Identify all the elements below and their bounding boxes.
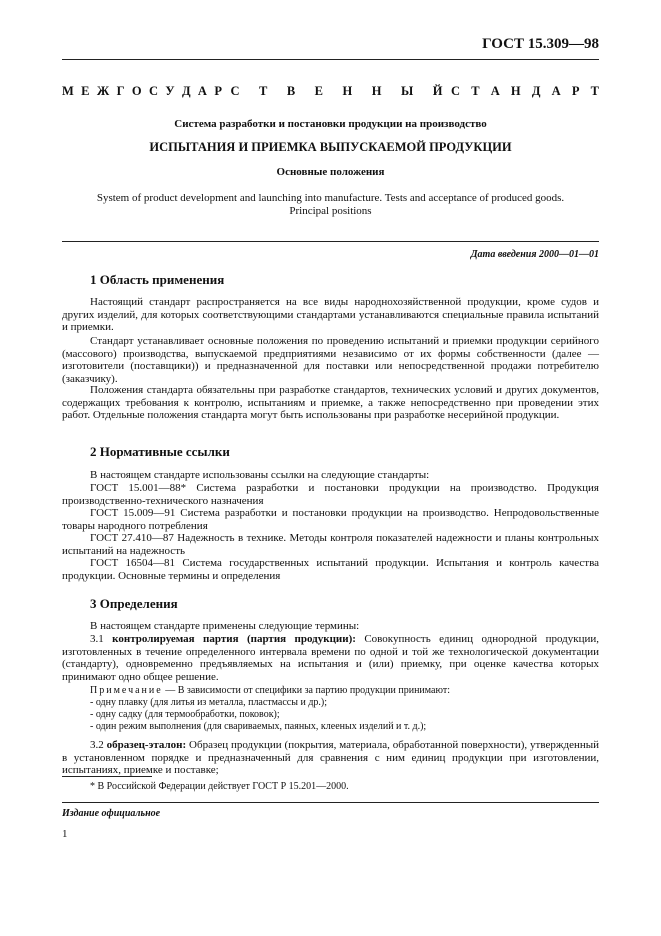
english-title-line-1: System of product development and launching into manufacture. Tests and acceptance of produced goods.: [96, 192, 565, 204]
english-title: [62, 192, 599, 218]
definition-3-2: 3.2 образец-эталон: Образец продукции (покрытия, материала, обработанной поверхности), утвержденный в установленном порядке и предназначенный для сравнения с ним единиц продукции при изготовлении, испытаниях, приемке и поставке;: [62, 739, 600, 777]
section-1-paragraph-2: Стандарт устанавливает основные положения по проведению испытаний и приемки продукции серийного (массового) производства, выпускаемой предприятиями независимо от их формы собственности (далее — изготовители (поставщики)) и предназначенной для поставки или непосредственной продажи потребителю (заказчику).: [62, 335, 599, 385]
official-edition-label: Издание официальное: [62, 808, 161, 819]
note-label: Примечание: [90, 685, 163, 696]
definition-term: контролируемая партия (партия продукции):: [112, 633, 356, 645]
footer-rule: [62, 802, 599, 803]
standard-title: ИСПЫТАНИЯ И ПРИЕМКА ВЫПУСКАЕМОЙ ПРОДУКЦИИ: [149, 140, 512, 154]
note-list-item: - одну плавку (для литья из металла, пластмассы и др.);: [90, 697, 328, 708]
definition-term: образец-эталон:: [106, 739, 187, 751]
section-2-intro: В настоящем стандарте использованы ссылки на следующие стандарты:: [90, 469, 430, 481]
page-number: 1: [62, 828, 68, 840]
reference-item: ГОСТ 16504—81 Система государственных испытаний продукции. Испытания и контроль качества продукции. Основные термины и определения: [62, 557, 599, 582]
section-3-heading: 3 Определения: [90, 596, 178, 611]
section-1-paragraph-3: Положения стандарта обязательны при разработке стандартов, технических условий и других документов, содержащих требования к контролю, испытаниям и приемке, а также непосредственно при проведении этих работ. Отдельные положения стандарта могут быть использованы при разработке несерийной продукции.: [62, 384, 599, 422]
header-rule: [62, 59, 599, 60]
section-3-intro: В настоящем стандарте применены следующие термины:: [90, 620, 360, 632]
reference-item: ГОСТ 15.001—88* Система разработки и постановки продукции на производство. Продукция производственно-технического назначения: [62, 482, 599, 507]
gost-code: ГОСТ 15.309—98: [482, 36, 599, 52]
footnote-rule: [62, 776, 152, 777]
note-list-item: - один режим выполнения (для свариваемых, паяных, клееных изделий и т. д.);: [90, 721, 427, 732]
banner-word-1: М Е Ж Г О С У Д А Р: [62, 84, 222, 98]
note: Примечание — В зависимости от специфики за партию продукции принимают:: [90, 685, 450, 696]
interstate-standard-banner: [62, 84, 599, 99]
standard-series: Система разработки и постановки продукции на производство: [174, 118, 487, 130]
footnote: * В Российской Федерации действует ГОСТ Р 15.201—2000.: [90, 781, 349, 792]
section-2-heading: 2 Нормативные ссылки: [90, 444, 230, 459]
note-list-item: - одну садку (для термообработки, поковок);: [90, 709, 280, 720]
reference-item: ГОСТ 27.410—87 Надежность в технике. Методы контроля показателей надежности и планы контрольных испытаний на надежность: [62, 532, 599, 557]
section-1-paragraph-1: Настоящий стандарт распространяется на все виды народнохозяйственной продукции, кроме судов и других изделий, для которых соответствующими стандартами устанавливаются специальные правила испытаний и приемки.: [62, 296, 599, 334]
reference-item: ГОСТ 15.009—91 Система разработки и постановки продукции на производство. Непродовольственные товары народного потребления: [62, 507, 599, 532]
banner-word-2: С Т В Е Н Н Ы Й: [230, 84, 443, 98]
english-title-line-2: Principal positions: [289, 205, 372, 217]
intro-date: Дата введения 2000—01—01: [470, 249, 599, 260]
definition-3-1: 3.1 контролируемая партия (партия продукции): Совокупность единиц однородной продукции, изготовленных в течение определенного интервала времени по одной и той же технологической документации (стандарту), одновременно предъявляемых на испытания и (или) приемку, при оценке качества которых принимают одно общее решение.: [62, 633, 599, 683]
title-rule: [62, 241, 599, 242]
standard-subtitle: Основные положения: [276, 166, 385, 178]
section-1-heading: 1 Область применения: [90, 272, 225, 287]
banner-word-3: С Т А Н Д А Р Т: [451, 84, 599, 98]
